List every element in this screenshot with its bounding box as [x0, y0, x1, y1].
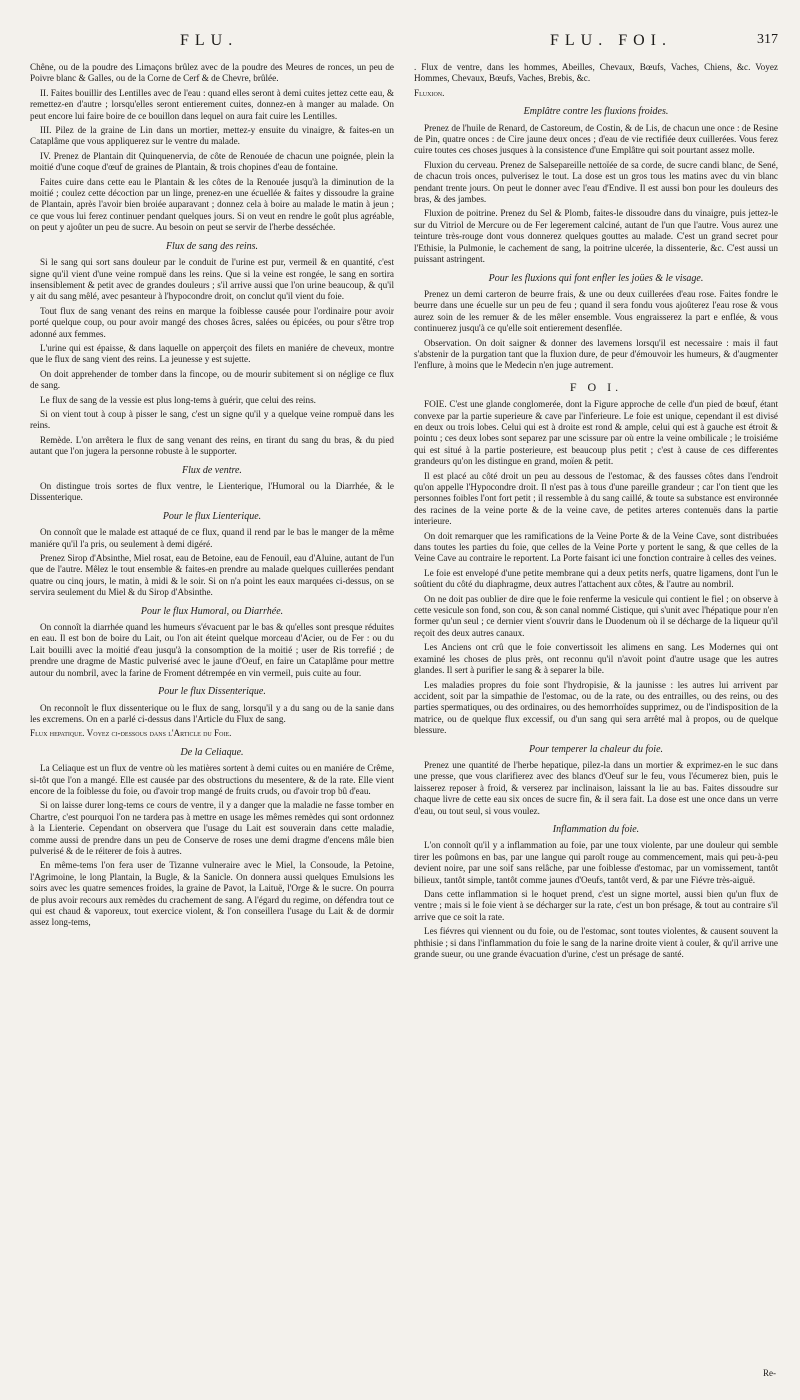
- catchword: Re-: [763, 1368, 776, 1378]
- paragraph: Le foie est envelopé d'une petite membrane qui a deux petits nerfs, quatre ligamens, dont l'un le soûtient du côté du diaphragme, deux autres l'attachent aux côtes, & l'autre au nombril.: [414, 567, 778, 590]
- paragraph: Prenez un demi carteron de beurre frais, & une ou deux cuillerées d'eau rose. Faites fondre le beurre dans une écuelle sur un peu de feu ; quand il sera fondu vous ajoûterez l'eau rose & vous aurez soin de les remuer & de les mêler ensemble. Vous engraisserez la part e enflée, & vous continuerez jusqu'à ce qu'elle soit entierement desenflée.: [414, 288, 778, 334]
- section-heading: Pour le flux Dissenterique.: [158, 686, 266, 698]
- paragraph: Les Anciens ont crû que le foie convertissoit les alimens en sang. Les Modernes qui ont examiné les choses de plus près, ont reconnu qu'il n'avoit point d'autre usage que les autres glandes. Il sert à purifier le sang & à separer la bile.: [414, 642, 778, 676]
- paragraph: Observation. On doit saigner & donner des lavemens lorsqu'il est necessaire : mais il faut s'abstenir de la purgation tant que la fluxion dure, de peur d'émouvoir les humeurs, & d'augmenter l'enflure, à moins que le Medecin n'en juge autrement.: [414, 337, 778, 371]
- paragraph: On distingue trois sortes de flux ventre, le Lienterique, l'Humoral ou la Diarrhée, & le Dissenterique.: [30, 481, 394, 503]
- paragraph: Les fiévres qui viennent ou du foie, ou de l'estomac, sont toutes violentes, & causent souvent la phthisie ; si dans l'inflammation du foie le sang de la narine droite vient à couler, & qu'il arrive une grande sueur, ou une grande évacuation d'urine, c'est un présage de santé.: [414, 926, 778, 960]
- section-heading: Flux de ventre.: [182, 464, 242, 476]
- paragraph: Fluxion de poitrine. Prenez du Sel & Plomb, faites-le dissoudre dans du vinaigre, puis jettez-le sur du Vitriol de Mercure ou de Fer legerement calciné, autant de l'un que l'autre. Vous aurez une teinture très-rouge dont vous donnerez quelques gouttes au malade. C'est un grand secret pour l'Ethisie, la Pulmonie, le cachement de sang, la poitrine ulcerée, la dissenterie, &c. C'est aussi un puissant astringent.: [414, 208, 778, 265]
- section-heading: Emplâtre contre les fluxions froides.: [523, 106, 669, 118]
- paragraph: Si le sang qui sort sans douleur par le conduit de l'urine est pur, vermeil & en quantité, c'est signe qu'il vient d'une veine rompuë dans les reins. Que si la veine est rongée, le sang en sortira insensiblement & petit avec de grandes douleurs ; s'il arrive aussi que l'on urine beaucoup, & qu'il y ait du sang mêlé, avec pesanteur à l'hypocondre droit, on conclut qu'il vient du foie.: [30, 257, 394, 302]
- paragraph: Dans cette inflammation si le hoquet prend, c'est un signe mortel, aussi bien qu'un flux de ventre ; mais si le foie vient à se décharger sur la rate, c'est un bon présage, & tout au contraire s'il arrive que ce soit la rate.: [414, 889, 778, 922]
- paragraph: Si on laisse durer long-tems ce cours de ventre, il y a danger que la maladie ne fasse tomber en Chartre, c'est pourquoi l'on ne tardera pas à mettre en usage les mêmes remèdes qui sont ordonnez à la Lienterie. Cependant on observera que l'usage du Lait est souverain dans cette maladie, comme aussi de prendre dans un peu de Conserve de roses une demi dragme d'encens mâle bien pulverisé & de le réiterer de fois à autres.: [30, 800, 394, 856]
- paragraph: En même-tems l'on fera user de Tizanne vulneraire avec le Miel, la Consoude, la Petoine, l'Agrimoine, le long Plantain, la Bugle, & la Sanicle. On donnera aussi quelques Emulsions les soirs avec les quatre semences froides, la graine de Pavot, la Laituë, l'Orge & le sucre. On pourra de plus avoir recours aux remèdes du crachement de sang. A l'égard du regime, on défendra tout ce qui est chaud & vaporeux, tout exercice violent, & l'on conseillera l'usage du Lait & de dormir assez long-tems,: [30, 860, 394, 928]
- section-heading: Flux de sang des reins.: [165, 240, 259, 252]
- text-columns: [30, 62, 778, 963]
- section-heading: Pour temperer la chaleur du foie.: [528, 743, 664, 755]
- header-right: FLU. FOI.: [550, 32, 673, 49]
- paragraph: L'on connoît qu'il y a inflammation au foie, par une toux violente, par une douleur qui semble tirer les poûmons en bas, par une langue qui paroît rouge au commencement, mais qui peu-à-peu devient noire, par une soif sans relâche, par une foiblesse d'estomac, par un vomissement, tantôt bilieux, tantôt simple, tantôt comme jaunes d'Oeufs, tantôt verd, & par une Fiévre très-aiguë.: [414, 840, 778, 885]
- section-heading: De la Celiaque.: [180, 746, 244, 758]
- page-number: 317: [757, 32, 778, 47]
- paragraph: Il est placé au côté droit un peu au dessous de l'estomac, & des fausses côtes dans l'endroit qu'on appelle l'Hypocondre droit. Il n'est pas à tous d'une pareille grandeur ; car l'on tient que les personnes foibles l'ont fort petit ; il ressemble à du sang caillé, & toute sa substance est environnée des racines de la veine porte & de la veine cave, de petites arteres contenuës dans la partie interieure.: [414, 470, 778, 527]
- paragraph: Prenez de l'huile de Renard, de Castoreum, de Costin, & de Lis, de chacun une once : de Resine de Pin, quatre onces : de Cire jaune deux onces ; d'eau de vie rectifiée deux cuillerées. Vous ferez cuire toutes ces choses jusques à la consistence d'une Emplâtre qui soit pourtant assez molle.: [414, 122, 778, 156]
- paragraph: . Flux de ventre, dans les hommes, Abeilles, Chevaux, Bœufs, Vaches, Chiens, &c. Voyez Hommes, Chevaux, Bœufs, Vaches, Brebis, &c.: [414, 62, 778, 84]
- left-column: [30, 62, 394, 963]
- section-heading: Pour les fluxions qui font enfler les joües & le visage.: [488, 272, 704, 284]
- section-heading: Inflammation du foie.: [552, 823, 640, 835]
- running-header: [30, 32, 778, 58]
- header-left: FLU.: [180, 32, 239, 49]
- section-heading: Pour le flux Lienterique.: [162, 510, 262, 522]
- paragraph: Prenez une quantité de l'herbe hepatique, pilez-la dans un mortier & exprimez-en le suc dans une presse, que vous clarifierez avec des blancs d'Oeuf sur le feu, vous l'écumerez bien, puis le laisserez reposer à froid, & verserez par inclinaison, laissant la lie au bas. Faites dissoudre sur chaque livre de cette eau six onces de sucre fin, & il sera fait. La dose est une once dans un verre d'eau, ou tout seul, si vous voulez.: [414, 759, 778, 816]
- paragraph: Fluxion du cerveau. Prenez de Salsepareille nettoïée de sa corde, de sucre candi blanc, de Sené, de chacun trois onces, pulverisez le tout. La dose est un gros tous les matins avec du vin blanc pendant trente jours. On peut le donner avec l'eau d'Endive. Il est aussi bon pour les douleurs des bras, & des jambes.: [414, 159, 778, 205]
- paragraph: La Celiaque est un flux de ventre où les matières sortent à demi cuites ou en maniére de Crême, si-tôt que l'on a mangé. Elle est causée par des obstructions du mesentere, & de la rate. Elle vient encore de la foiblesse du foie, ou d'avoir trop mangé de fruits cruds, ou d'avoir trop bû d'eau.: [30, 763, 394, 796]
- paragraph: On connoît la diarrhée quand les humeurs s'évacuent par le bas & qu'elles sont presque réduites en eau. Il est bon de boire du Lait, ou l'on ait éteint quelque morceau d'Acier, ou de Fer : ou du Lait bouilli avec la moitié d'eau jusqu'à la consomption de la moitié ; user de Ris torrefié ; de prendre une dragme de Mastic pulverisé avec le jaune d'Oeuf, en faire un Cataplâme pour mettre autour du nombril, avec la farine de Froment détrempée en vin vermeil, puis cuite au four.: [30, 622, 394, 678]
- paragraph: On ne doit pas oublier de dire que le foie renferme la vesicule qui contient le fiel ; on observe à cette vesicule son fond, son cou, & son canal nommé Cistique, qui s'unit avec l'hépatique pour n'en former qu'un seul ; ce dernier vient s'ouvrir dans le Duodenum où il se décharge de la liqueur qu'il reçoit des deux autres canaux.: [414, 593, 778, 638]
- paragraph: IV. Prenez de Plantain dit Quinquenervia, de côte de Renouée de chacun une poignée, plein la moitié d'une coque d'œuf de graines de Plantain, & trois chopines d'eau de fontaine.: [30, 150, 394, 173]
- paragraph: Les maladies propres du foie sont l'hydropisie, & la jaunisse : les autres lui arrivent par accident, soit par la simpathie de l'estomac, ou de la rate, ou des entrailles, ou des reins, ou des parties spermatiques, ou des ordinaires, ou des hemorrhoïdes supprimez, ou de l'indisposition de la matrice, ou de quelque flux excessif, ou d'un sang qui sera arrêté mal à propos, ou de quelque blessure.: [414, 679, 778, 736]
- paragraph: Prenez Sirop d'Absinthe, Miel rosat, eau de Betoine, eau de Fenouil, eau d'Aluine, autant de l'un que de l'autre. Mêlez le tout ensemble & faites-en prendre au malade quelques cuillerées pendant quatre ou cinq jours, le matin, à midi & le soir. Si on n'a point les eaux marquées ci-dessus, on se servira seulement du Miel & du Sirop d'Absinthe.: [30, 553, 394, 598]
- paragraph: II. Faites bouillir des Lentilles avec de l'eau : quand elles seront à demi cuites jettez cette eau, & remettez-en d'autre ; lorsqu'elles seront entierement cuites, donnez-en à manger au malade. On peut encore lui faire boire de ce bouillon dans lequel on aura fait cuire les Lentilles.: [30, 87, 394, 121]
- paragraph: Chêne, ou de la poudre des Limaçons brûlez avec de la poudre des Meures de ronces, un peu de Poivre blanc & Galles, ou de la Corne de Cerf & de Chevre, brûlée.: [30, 62, 394, 84]
- section-heading: Pour le flux Humoral, ou Diarrhée.: [140, 605, 284, 617]
- paragraph: FOIE. C'est une glande conglomerée, dont la Figure approche de celle d'un pied de bœuf, étant convexe par la partie superieure & cave par l'inferieure. Le foie est unique, cependant il est divisé en deux ou trois lobes. Celui qui est à droite est rond & ample, celui qui est à gauche est étroit & pointu ; ces deux lobes sont separez par une scissure par où entre la veine ombilicale ; le troisiéme qui est situé à la partie posterieure, est beaucoup plus petit ; c'est à cause de ces differentes grandeurs qu'on les distingue en grand, moïen & petit.: [414, 399, 778, 467]
- section-heading: F O I.: [569, 379, 623, 394]
- paragraph: Fluxion.: [414, 87, 445, 98]
- paragraph: L'urine qui est épaisse, & dans laquelle on apperçoit des filets en maniére de cheveux, montre que le flux de sang vient des reins. La jeunesse y est sujette.: [30, 342, 394, 365]
- paragraph: On doit remarquer que les ramifications de la Veine Porte & de la Veine Cave, sont distribuées dans toutes les parties du foie, que celles de la Veine Porte y portent le sang, & que celles de la Veine Cave au contraire le reportent. La Porte faisant ici une fonction contraire à celles des veines.: [414, 530, 778, 564]
- paragraph: Faites cuire dans cette eau le Plantain & les côtes de la Renouée jusqu'à la diminution de la moitié ; coulez cette décoction par un linge, prenez-en une écuellée & faites y dissoudre la graine de Plantain, après l'avoir bien broiée auparavant ; donnez cela à boire au malade le matin à jeun ; ce que vous lui ferez continuer pendant quelques jours. Si on veut en rendre le goût plus agréable, on peut y ajoûter un peu de sucre. Au besoin on peut se servir de l'herbe desséchée.: [30, 176, 394, 233]
- paragraph: Si on vient tout à coup à pisser le sang, c'est un signe qu'il y a quelque veine rompuë dans les reins.: [30, 408, 394, 431]
- paragraph: On doit apprehender de tomber dans la fincope, ou de mourir subitement si on néglige ce flux de sang.: [30, 368, 394, 391]
- right-column: [414, 62, 778, 963]
- paragraph: Flux hepatique. Voyez ci-dessous dans l'Article du Foie.: [30, 728, 232, 739]
- paragraph: Tout flux de sang venant des reins en marque la foiblesse causée pour l'ordinaire pour avoir porté quelque coup, ou pour avoir mangé des choses âcres, salées ou épicées, ou pour s'être trop adonné aux femmes.: [30, 305, 394, 339]
- paragraph: On connoît que le malade est attaqué de ce flux, quand il rend par le bas le manger de la même maniére qu'il l'a pris, ou seulement à demi digéré.: [30, 527, 394, 549]
- paragraph: Remède. L'on arrêtera le flux de sang venant des reins, en tirant du sang du bras, & du pied autant que l'on jugera la personne robuste à le supporter.: [30, 434, 394, 457]
- paragraph: Le flux de sang de la vessie est plus long-tems à guérir, que celui des reins.: [40, 394, 316, 405]
- paragraph: III. Pilez de la graine de Lin dans un mortier, mettez-y ensuite du vinaigre, & faites-en un Cataplâme que vous appliquerez sur le ventre du malade.: [30, 125, 394, 147]
- paragraph: On reconnoît le flux dissenterique ou le flux de sang, lorsqu'il y a du sang ou de la sanie dans les excremens. On en a parlé ci-dessus dans l'Article du Flux de sang.: [30, 702, 394, 724]
